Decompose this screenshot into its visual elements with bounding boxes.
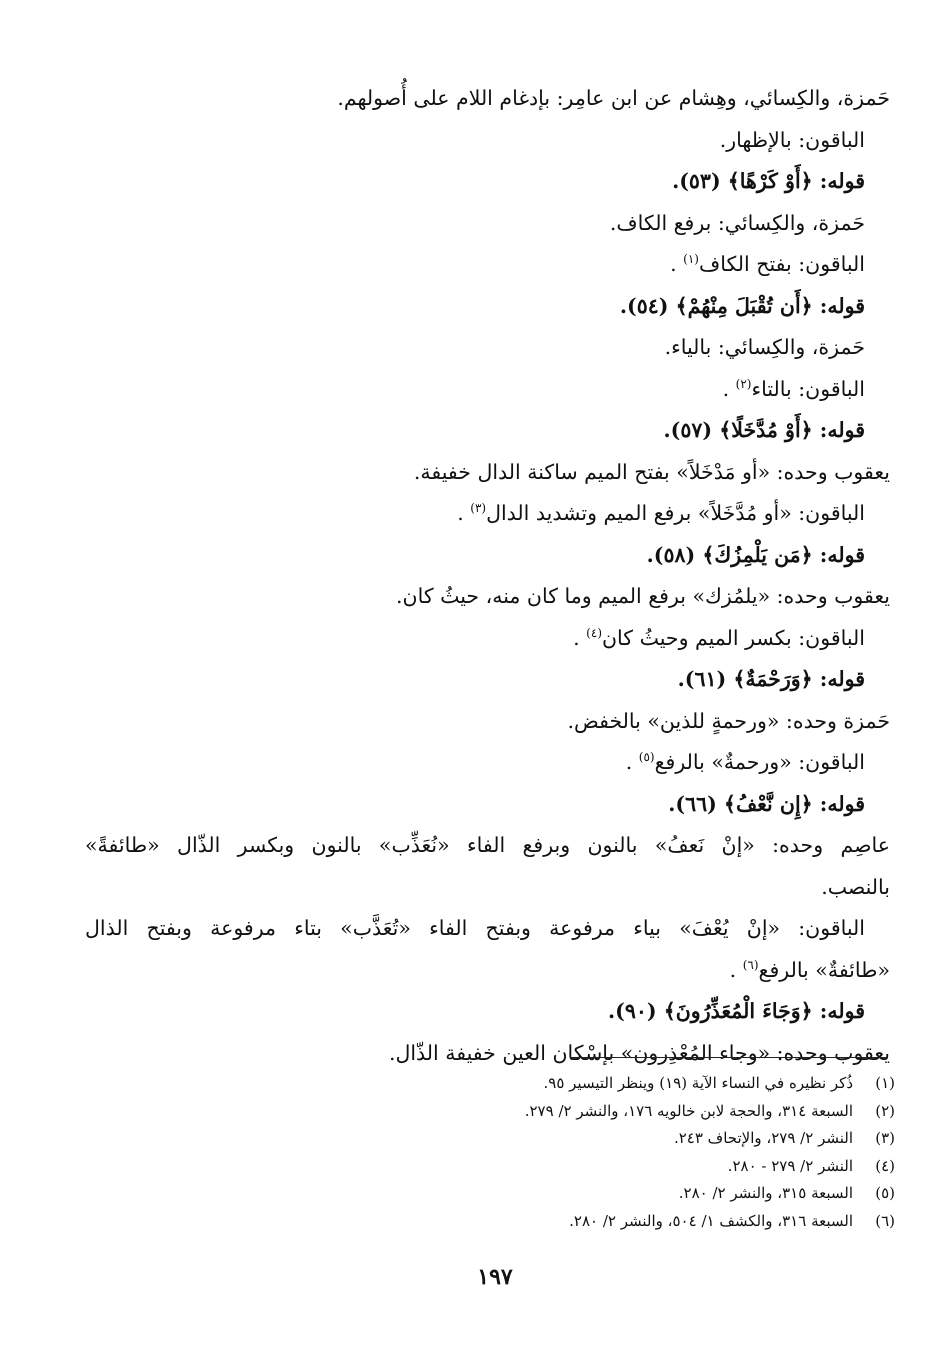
footnote-text: السبعة ٣١٤، والحجة لابن خالويه ١٧٦، والنشر ٢/ ٢٧٩. — [524, 1101, 853, 1120]
main-text — [85, 78, 890, 1074]
text-line: يعقوب وحده: «وجاء المُعْذِرون» بإسْكان العين خفيفة الذّال. — [388, 1040, 890, 1065]
line-text: الباقون: «أو مُدَّخَلاً» برفع الميم وتشديد الدال — [486, 501, 865, 525]
text-line: حَمزة وحده: «ورحمةٍ للذين» بالخفض. — [567, 708, 890, 733]
footnote-text: السبعة ٣١٦، والكشف ١/ ٥٠٤، والنشر ٢/ ٢٨٠. — [569, 1211, 853, 1230]
footnote-ref: (٤) — [586, 625, 602, 640]
footnote-ref: (٣) — [470, 501, 487, 516]
footnote-number: (٥) — [875, 1184, 895, 1202]
full-stop: . — [722, 376, 730, 401]
text-line: حَمزة، والكِسائي، وهِشام عن ابن عامِر: بإدغام اللام على أُصولهم. — [337, 86, 890, 110]
text-line — [85, 244, 890, 286]
verse-citation: قوله: ﴿أَن تُقْبَلَ مِنْهُمْ﴾ (٥٤). — [619, 293, 865, 318]
footnote-ref: (١) — [683, 252, 699, 267]
footnotes — [420, 1070, 895, 1235]
line-text: الباقون: «ورحمةٌ» بالرفع — [654, 750, 865, 774]
full-stop: . — [457, 501, 464, 525]
line-text: «طائفةٌ» بالرفع — [758, 957, 890, 982]
footnote-text: ذُكر نظيره في النساء الآية (١٩) وينظر التيسير ٩٥. — [543, 1074, 853, 1092]
footnote-text: النشر ٢/ ٢٧٩، والإتحاف ٢٤٣. — [673, 1129, 853, 1147]
footnote-number: (٣) — [875, 1129, 895, 1147]
line-text: الباقون: بالتاء — [751, 376, 865, 401]
text-line: حَمزة، والكِسائي: بالياء. — [664, 335, 865, 359]
text-line — [85, 369, 890, 411]
text-line: الباقون: «إنْ يُعْفَ» بياء مرفوعة وبفتح الفاء «تُعَذَّب» بتاء مرفوعة وبفتح الذال — [85, 916, 865, 940]
text-line: يعقوب وحده: «أو مَدْخَلاً» بفتح الميم ساكنة الدال خفيفة. — [413, 459, 890, 484]
footnote — [420, 1070, 895, 1098]
footnote-number: (٤) — [875, 1156, 895, 1175]
full-stop: . — [625, 750, 633, 774]
verse-citation: قوله: ﴿إِن نَّعْفُ﴾ (٦٦). — [668, 791, 865, 816]
text-line — [85, 618, 890, 660]
verse-citation: قوله: ﴿أَوْ كَرْهًا﴾ (٥٣). — [672, 169, 865, 193]
footnote-number: (١) — [875, 1074, 895, 1092]
text-line — [85, 493, 890, 535]
text-line: الباقون: بالإظهار. — [719, 127, 865, 152]
full-stop: . — [670, 252, 677, 276]
verse-citation: قوله: ﴿أَوْ مُدَّخَلًا﴾ (٥٧). — [663, 418, 865, 442]
footnote — [420, 1153, 895, 1181]
footnote — [420, 1098, 895, 1126]
line-text: الباقون: بكسر الميم وحيثُ كان — [602, 625, 865, 650]
footnote — [420, 1125, 895, 1153]
line-text: الباقون: بفتح الكاف — [698, 252, 865, 276]
footnote-ref: (٢) — [735, 376, 752, 391]
footnote-ref: (٦) — [742, 957, 759, 972]
text-line — [85, 950, 890, 992]
full-stop: . — [729, 957, 737, 982]
footnote-text: النشر ٢/ ٢٧٩ - ٢٨٠. — [727, 1156, 853, 1175]
verse-citation: قوله: ﴿وَرَحْمَةٌ﴾ (٦١). — [677, 667, 865, 691]
verse-citation: قوله: ﴿مَن يَلْمِزُكَ﴾ (٥٨). — [646, 542, 865, 567]
footnote-separator — [570, 1057, 886, 1058]
text-line: بالنصب. — [821, 874, 890, 899]
text-line: حَمزة، والكِسائي: برفع الكاف. — [609, 210, 865, 235]
text-line: عاصِم وحده: «إنْ نَعفُ» بالنون وبرفع الفاء «نُعَذِّب» بالنون وبكسر الذّال «طائفةً» — [85, 833, 890, 857]
footnote — [420, 1208, 895, 1236]
footnote-ref: (٥) — [638, 750, 655, 765]
footnote-number: (٦) — [875, 1211, 895, 1230]
text-line: يعقوب وحده: «يلمُزك» برفع الميم وما كان منه، حيثُ كان. — [396, 584, 890, 608]
footnote — [420, 1180, 895, 1208]
full-stop: . — [573, 625, 580, 650]
footnote-number: (٢) — [875, 1101, 895, 1120]
page-number: ١٩٧ — [477, 1264, 513, 1290]
text-line — [85, 742, 890, 784]
verse-citation: قوله: ﴿وَجَاءَ الْمُعَذِّرُونَ﴾ (٩٠). — [608, 999, 865, 1023]
footnote-text: السبعة ٣١٥، والنشر ٢/ ٢٨٠. — [678, 1184, 853, 1202]
